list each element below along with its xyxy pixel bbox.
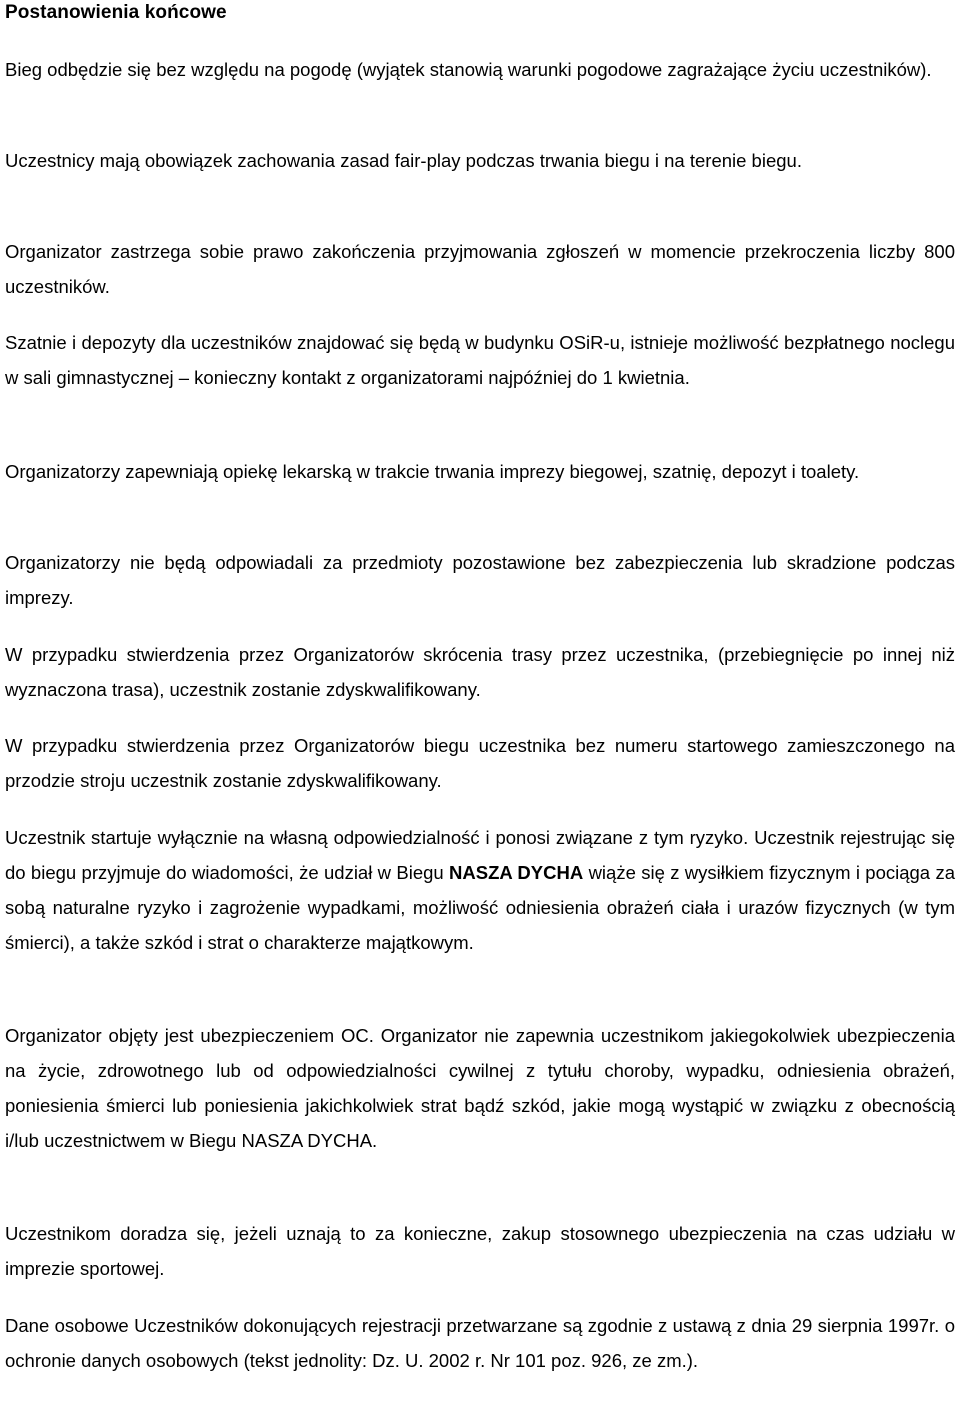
- paragraph-start-number: W przypadku stwierdzenia przez Organizatorów biegu uczestnika bez numeru startowego zamieszczonego na przodzie stroju uczestnik zostanie zdyskwalifikowany.: [5, 735, 955, 791]
- section-heading: Postanowienia końcowe: [5, 2, 227, 23]
- paragraph-registration-limit: Organizator zastrzega sobie prawo zakończenia przyjmowania zgłoszeń w momencie przekroczenia liczby 800 uczestników.: [5, 241, 955, 297]
- own-risk-text-before: Uczestnik startuje wyłącznie na własną odpowiedzialność i ponosi związane z tym ryzyko. Uczestnik rejestrując się do biegu przyjmuje do wiadomości, że udział w Biegu: [5, 827, 955, 883]
- event-name-bold: NASZA DYCHA: [449, 862, 584, 883]
- paragraph-weather: Bieg odbędzie się bez względu na pogodę (wyjątek stanowią warunki pogodowe zagrażające życiu uczestników).: [5, 59, 932, 80]
- paragraph-route-shortening: W przypadku stwierdzenia przez Organizatorów skrócenia trasy przez uczestnika, (przebiegnięcie po innej niż wyznaczona trasa), uczestnik zostanie zdyskwalifikowany.: [5, 644, 955, 700]
- paragraph-liability-items: Organizatorzy nie będą odpowiadali za przedmioty pozostawione bez zabezpieczenia lub skradzione podczas imprezy.: [5, 552, 955, 608]
- paragraph-medical-care: Organizatorzy zapewniają opiekę lekarską w trakcie trwania imprezy biegowej, szatnię, depozyt i toalety.: [5, 461, 860, 482]
- own-risk-text-after: wiąże się z wysiłkiem fizycznym i pociąga za sobą naturalne ryzyko i zagrożenie wypadkami, możliwość odniesienia obrażeń ciała i urazów fizycznych (w tym śmierci), a także szkód i strat o charakterze majątkowym.: [5, 862, 955, 953]
- paragraph-lockers: Szatnie i depozyty dla uczestników znajdować się będą w budynku OSiR-u, istnieje możliwość bezpłatnego noclegu w sali gimnastycznej – konieczny kontakt z organizatorami najpóźniej do 1 kwietnia.: [5, 332, 955, 388]
- paragraph-insurance: Organizator objęty jest ubezpieczeniem OC. Organizator nie zapewnia uczestnikom jakiegokolwiek ubezpieczenia na życie, zdrowotnego lub od odpowiedzialności cywilnej z tytułu choroby, wypadku, odniesienia obrażeń, poniesienia śmierci lub poniesienia jakichkolwiek strat bądź szkód, jakie mogą wystąpić w związku z obecnością i/lub uczestnictwem w Biegu NASZA DYCHA.: [5, 1025, 955, 1151]
- paragraph-insurance-advice: Uczestnikom doradza się, jeżeli uznają to za konieczne, zakup stosownego ubezpieczenia na czas udziału w imprezie sportowej.: [5, 1223, 955, 1279]
- paragraph-personal-data: Dane osobowe Uczestników dokonujących rejestracji przetwarzane są zgodnie z ustawą z dnia 29 sierpnia 1997r. o ochronie danych osobowych (tekst jednolity: Dz. U. 2002 r. Nr 101 poz. 926, ze zm.).: [5, 1315, 955, 1371]
- paragraph-own-risk: [5, 820, 955, 960]
- paragraph-fair-play: Uczestnicy mają obowiązek zachowania zasad fair-play podczas trwania biegu i na terenie biegu.: [5, 150, 802, 171]
